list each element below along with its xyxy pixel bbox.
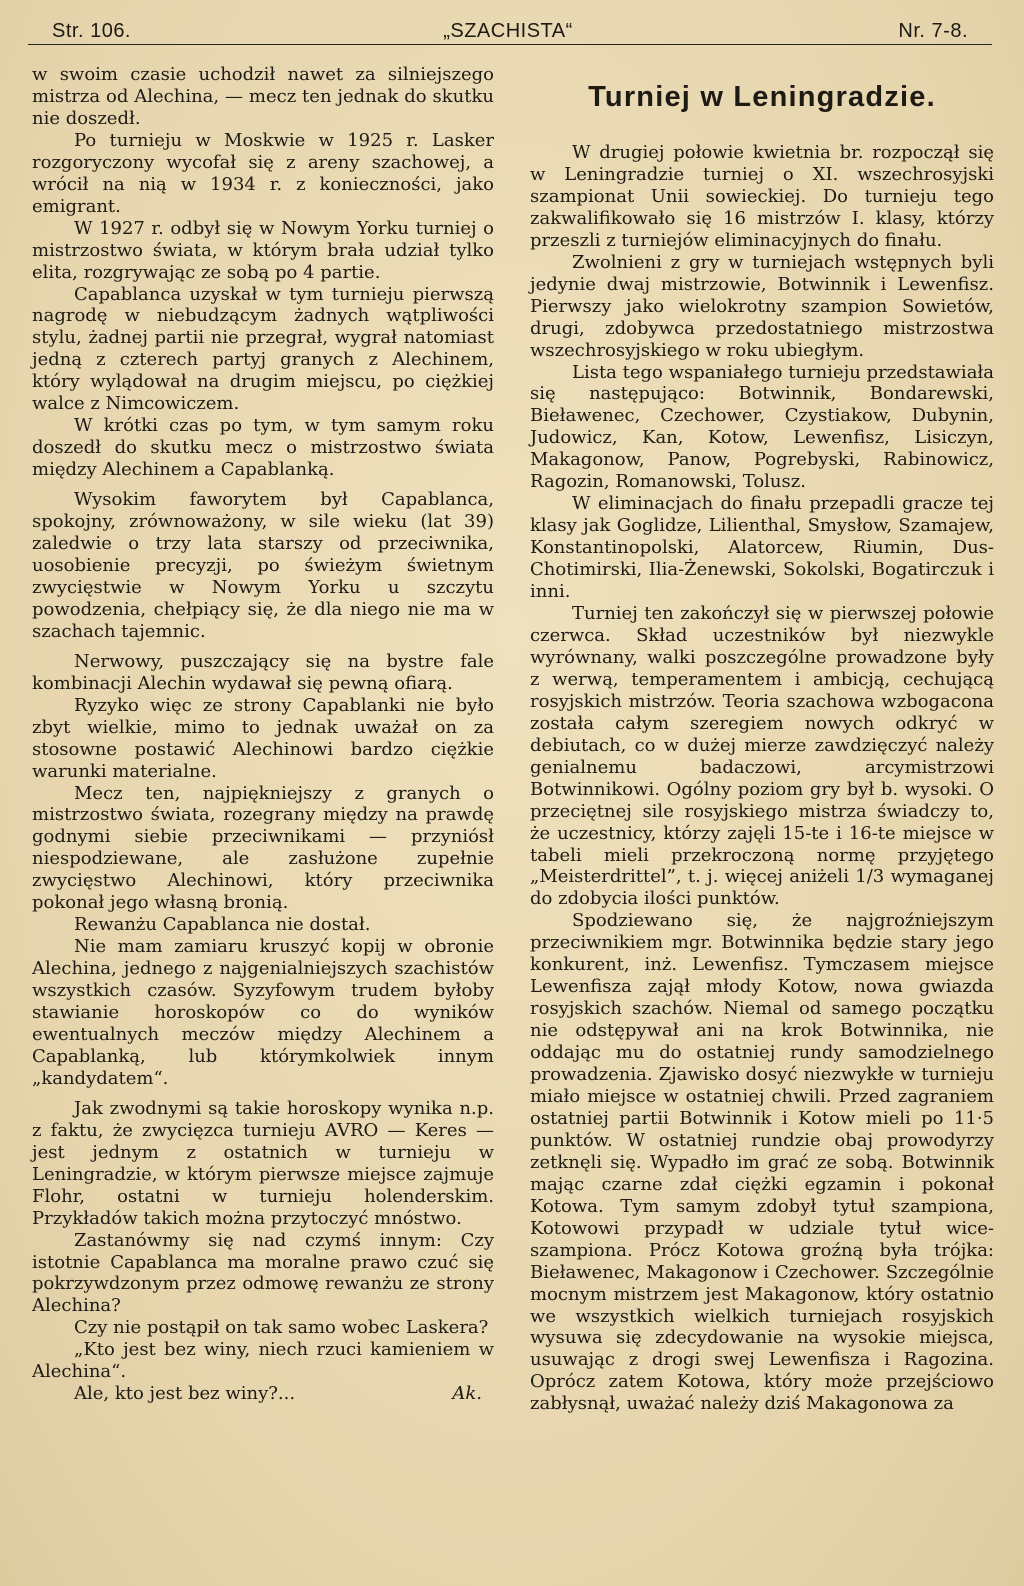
left-column xyxy=(32,64,494,1405)
page-header xyxy=(28,14,988,48)
left-paragraph: Zastanówmy się nad czymś innym: Czy istotnie Capablanca ma moralne prawo czuć się pokrzywdzonym przez odmowę rewanżu ze strony Alechina? xyxy=(32,1229,494,1317)
left-paragraph: Nie mam zamiaru kruszyć kopij w obronie Alechina, jednego z najgenialniejszych szachistów wszystkich czasów. Syzyfowym trudem byłoby stawianie horoskopów co do wyników ewentualnych meczów między Alechinem a Capablanką, lub którymkolwiek innym „kandydatem“. xyxy=(32,936,494,1089)
left-paragraph: Capablanca uzyskał w tym turnieju pierwszą nagrodę w niebudzącym żadnych wątpliwości stylu, żadnej partii nie przegrał, wygrał natomiast jedną z czterech partyj granych z Alechinem, który wylądował na drugim miejscu, po ciężkiej walce z Nimcowiczem. xyxy=(32,283,494,415)
left-paragraph: Ryzyko więc ze strony Capablanki nie było zbyt wielkie, mimo to jednak uważał on za stosowne postawić Alechinowi bardzo ciężkie warunki materialne. xyxy=(32,694,494,782)
left-paragraph: Nerwowy, puszczający się na bystre fale kombinacji Alechin wydawał się pewną ofiarą. xyxy=(32,650,494,694)
left-paragraph: Czy nie postąpił on tak samo wobec Laskera? xyxy=(74,1317,489,1339)
left-paragraph: W 1927 r. odbył się w Nowym Yorku turniej o mistrzostwo świata, w którym brała udział tylko elita, rozgrywając ze sobą po 4 partie. xyxy=(32,217,494,283)
author-signature: Ak. xyxy=(452,1383,482,1405)
left-paragraph: Mecz ten, najpiękniejszy z granych o mistrzostwo świata, rozegrany między na prawdę godnymi siebie przeciwnikami — przyniósł niespodziewane, ale zasłużone zupełnie zwycięstwo Alechinowi, który przeciwnika pokonał jego własną bronią. xyxy=(32,782,494,914)
left-paragraph: W krótki czas po tym, w tym samym roku doszedł do skutku mecz o mistrzostwo świata między Alechinem a Capablanką. xyxy=(32,415,494,481)
right-paragraph: Spodziewano się, że najgroźniejszym przeciwnikiem mgr. Botwinnika będzie stary jego konkurent, inż. Lewenfisz. Tymczasem miejsce Lewenfisza zajął młody Kotow, nowa gwiazda rosyjskich szachów. Niemal od samego początku nie odstępywał ani na krok Botwinnika, nie oddając mu do ostatniej rundy samodzielnego prowadzenia. Zjawisko dosyć niezwykłe w turnieju miało miejsce w ostatniej chwili. Przed zagraniem ostatniej partii Botwinnik i Kotow mieli po 11·5 punktów. W ostatniej rundzie obaj prowodyrzy zetknęli się. Wypadło im grać ze sobą. Botwinnik mając czarne zdał ciężki egzamin i pokonał Kotowa. Tym samym zdobył tytuł szampiona, Kotowowi przypadł w udziale tytuł wice-szampiona. Prócz Kotowa groźną była trójka: Bieławenec, Makagonow i Czechower. Szczególnie mocnym mistrzem jest Makagonow, który ostatnio we wszystkich wielkich turniejach rosyjskich wysuwa się zdecydowanie na wysokie miejsca, usuwając z drogi swej Lewenfisza i Ragozina. Oprócz zatem Kotowa, który może przejściowo zabłysnął, uważać należy dziś Makagonowa za xyxy=(530,910,994,1415)
left-paragraph: Rewanżu Capablanca nie dostał. xyxy=(74,914,371,936)
right-paragraph: Zwolnieni z gry w turniejach wstępnych byli jedynie dwaj mistrzowie, Botwinnik i Lewenfisz. Pierwszy jako wielokrotny szampion Sowietów, drugi, zdobywca przedostatniego mistrzostwa wszechrosyjskiego w roku ubiegłym. xyxy=(530,251,994,361)
left-paragraph: Wysokim faworytem był Capablanca, spokojny, zrównoważony, w sile wieku (lat 39) zaledwie o trzy lata starszy od przeciwnika, uosobienie precyzji, po świeżym świetnym zwycięstwie w Nowym Yorku u szczytu powodzenia, chełpiący się, że dla niego nie ma w szachach tajemnic. xyxy=(32,489,494,642)
closing-question: Ale, kto jest bez winy?... xyxy=(74,1383,296,1405)
right-paragraph: Turniej ten zakończył się w pierwszej połowie czerwca. Skład uczestników był niezwykle wyrównany, walki poszczególne prowadzone były z werwą, temperamentem i ambicją, cechującą rosyjskich mistrzów. Teoria szachowa wzbogacona została całym szeregiem nowych odkryć w debiutach, co w dużej mierze zawdzięczyć należy genialnemu badaczowi, arcymistrzowi Botwinnikowi. Ogólny poziom gry był b. wysoki. O przeciętnej sile rosyjskiego mistrza świadczy to, że uczestnicy, którzy zajęli 15-te i 16-te miejsce w tabeli mieli przekroczoną normę przyjętego „Meisterdrittel”, t. j. więcej aniżeli 1/3 wymaganej do zdobycia ilości punktów. xyxy=(530,603,994,910)
article-title: Turniej w Leningradzie. xyxy=(588,81,936,113)
header-rule xyxy=(28,44,992,45)
left-closing-line xyxy=(32,1383,494,1405)
left-paragraph: Po turnieju w Moskwie w 1925 r. Lasker rozgoryczony wycofał się z areny szachowej, a wrócił na nią w 1934 r. z konieczności, jako emigrant. xyxy=(32,129,494,217)
journal-title: „SZACHISTA“ xyxy=(443,20,573,42)
left-paragraph: Jak zwodnymi są takie horoskopy wynika n.p. z faktu, że zwycięzca turnieju AVRO — Keres — jest jednym z ostatnich w turnieju w Leningradzie, w którym pierwsze miejsce zajmuje Flohr, ostatni w turnieju holenderskim. Przykładów takich można przytoczyć mnóstwo. xyxy=(32,1097,494,1229)
issue-number: Nr. 7-8. xyxy=(898,20,968,42)
right-paragraph: W drugiej połowie kwietnia br. rozpoczął się w Leningradzie turniej o XI. wszechrosyjski szampionat Unii sowieckiej. Do turnieju tego zakwalifikowało się 16 mistrzów I. klasy, którzy przeszli z turniejów eliminacyjnych do finału. xyxy=(530,142,994,251)
page-number: Str. 106. xyxy=(52,20,131,42)
right-column xyxy=(530,64,994,1415)
right-paragraph: W eliminacjach do finału przepadli gracze tej klasy jak Goglidze, Lilienthal, Smysłow, Szamajew, Konstantinopolski, Alatorcew, Riumin, Dus-Chotimirski, Ilia-Żenewski, Sokolski, Bogatirczuk i inni. xyxy=(530,493,994,603)
right-paragraph: Lista tego wspaniałego turnieju przedstawiała się następująco: Botwinnik, Bondarewski, Bieławenec, Czechower, Czystiakow, Dubynin, Judowicz, Kan, Kotow, Lewenfisz, Lisiczyn, Makagonow, Panow, Pogrebyski, Rabinowicz, Ragozin, Romanowski, Tolusz. xyxy=(530,361,994,493)
left-paragraph: „Kto jest bez winy, niech rzuci kamieniem w Alechina“. xyxy=(32,1339,494,1383)
left-paragraph: w swoim czasie uchodził nawet za silniejszego mistrza od Alechina, — mecz ten jednak do skutku nie doszedł. xyxy=(32,64,494,129)
